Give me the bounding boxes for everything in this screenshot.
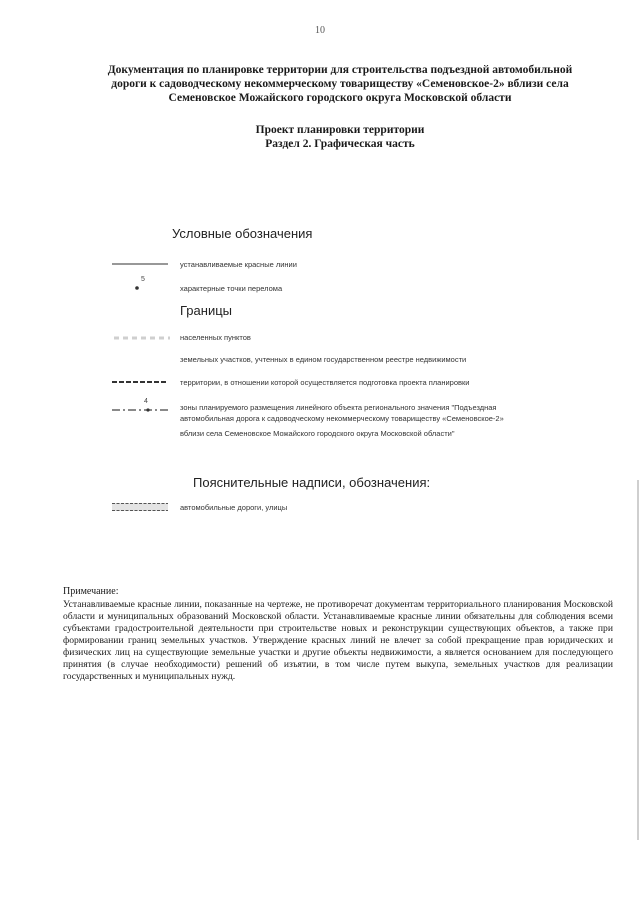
section-title-line-2: Раздел 2. Графическая часть <box>265 138 415 150</box>
note-label: Примечание: <box>63 586 119 597</box>
scan-edge-mark <box>637 480 639 840</box>
legend-roads: автомобильные дороги, улицы <box>180 503 288 512</box>
document-title-line-2: дороги к садоводческому некоммерческому товариществу «Семеновское-2» вблизи села <box>111 78 569 90</box>
document-title <box>70 63 610 105</box>
settlement-border-symbol <box>114 334 170 342</box>
legend-zone-line-1: зоны планируемого размещения линейного объекта регионального значения "Подъездная <box>180 403 497 412</box>
note-text: Устанавливаемые красные линии, показанные на чертеже, не противоречат документам территориального планирования Московской области и муниципальных образований Московской области. Устанавливаемые красные линии обязательны для соблюдения всеми субъектами градостроительной деятельности при строительстве новых и реконструкции существующих объектов, а также при формировании границ земельных участков. Утверждение красных линий не влечет за собой прекращение прав юридических и физических лиц на существующие земельные участки и другие объекты недвижимости, а является основанием для последующего принятия (в случае необходимости) решений об изъятии, в том числе путем выкупа, земельных участков для реализации государственных и муниципальных нужд. <box>63 599 613 682</box>
zone-border-symbol <box>112 406 168 414</box>
planning-territory-symbol <box>112 378 168 386</box>
explanatory-heading: Пояснительные надписи, обозначения: <box>193 475 431 490</box>
legend-zone-line-2: автомобильная дорога к садоводческому некоммерческому товариществу «Семеновское-2» <box>180 414 504 423</box>
break-point-number: 5 <box>141 276 145 283</box>
legend-zone <box>180 402 504 439</box>
legend-settlements: населенных пунктов <box>180 333 251 342</box>
road-symbol <box>112 502 168 512</box>
legend-zone-line-3: вблизи села Семеновское Можайского городского округа Московской области" <box>180 429 455 438</box>
red-line-symbol <box>112 261 168 267</box>
legend-planning-territory: территории, в отношении которой осуществляется подготовка проекта планировки <box>180 378 470 387</box>
section-title <box>70 123 610 151</box>
legend-break-points: характерные точки перелома <box>180 284 283 293</box>
zone-number: 4 <box>144 398 148 405</box>
section-title-line-1: Проект планировки территории <box>255 124 425 136</box>
legend-heading: Условные обозначения <box>172 226 313 241</box>
legend-land-plots: земельных участков, учтенных в едином государственном реестре недвижимости <box>180 355 467 364</box>
document-title-line-1: Документация по планировке территории для строительства подъездной автомобильной <box>107 64 573 76</box>
legend-red-lines: устанавливаемые красные линии <box>180 260 297 269</box>
document-title-line-3: Семеновское Можайского городского округа Московской области <box>168 92 512 104</box>
page-number: 10 <box>315 25 325 36</box>
borders-heading: Границы <box>180 303 232 318</box>
break-point-symbol <box>133 284 141 292</box>
